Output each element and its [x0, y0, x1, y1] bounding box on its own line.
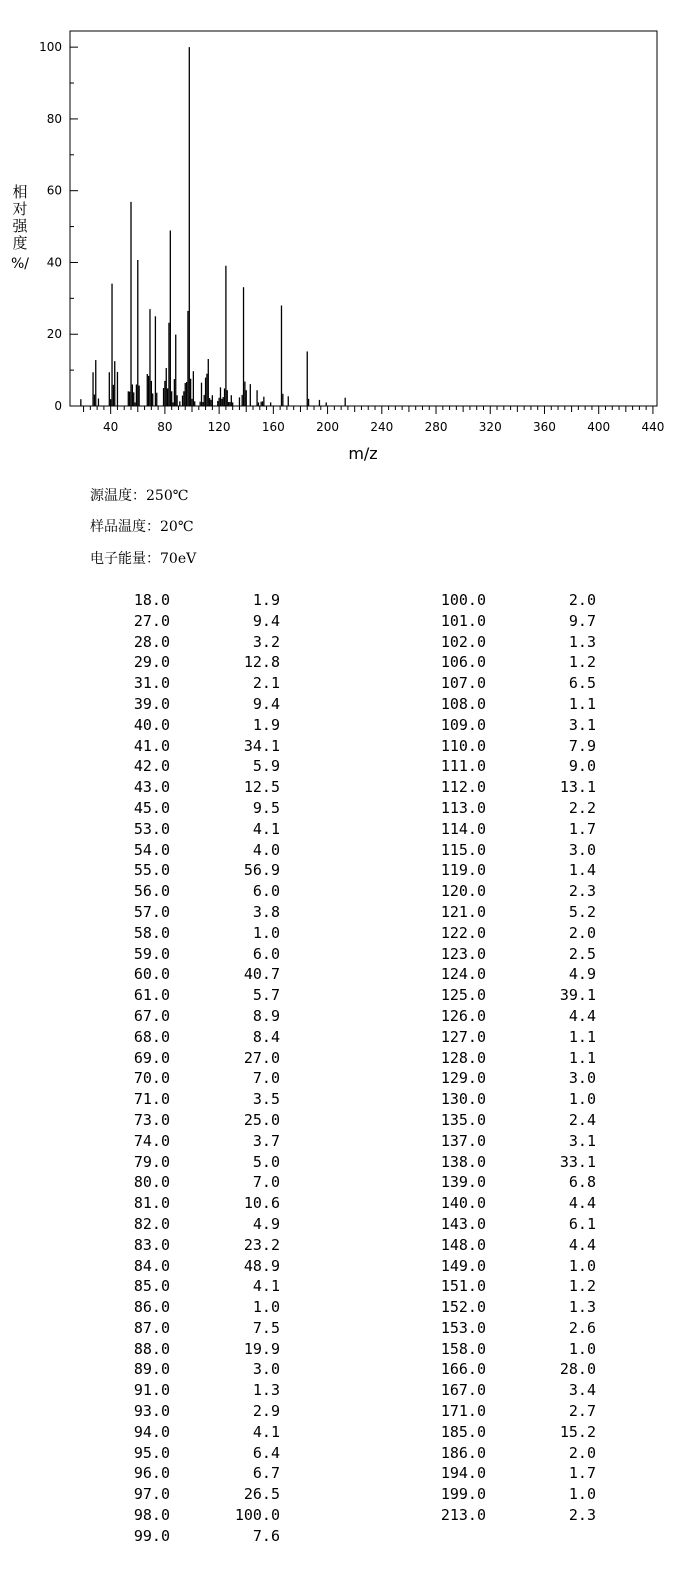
- abundance-value: 7.0: [252, 1069, 280, 1088]
- mz-value: 185.0: [440, 1422, 486, 1441]
- abundance-value: 5.0: [252, 1152, 280, 1171]
- abundance-value: 100.0: [234, 1506, 280, 1525]
- abundance-value: 7.9: [568, 736, 596, 755]
- x-tick-label: 360: [533, 420, 556, 434]
- mz-value: 108.0: [440, 694, 486, 713]
- mz-value: 60.0: [133, 965, 170, 984]
- y-tick-label: 0: [54, 399, 62, 413]
- abundance-value: 1.7: [568, 819, 596, 838]
- mz-value: 82.0: [133, 1214, 170, 1233]
- mz-value: 83.0: [133, 1235, 170, 1254]
- abundance-value: 10.6: [243, 1194, 280, 1213]
- x-axis: [84, 406, 665, 434]
- mz-value: 28.0: [133, 632, 170, 651]
- y-tick-label: 40: [46, 255, 62, 270]
- mz-value: 31.0: [133, 674, 170, 693]
- mz-value: 120.0: [440, 882, 486, 901]
- abundance-value: 25.0: [243, 1110, 280, 1129]
- mz-value: 45.0: [133, 798, 170, 817]
- abundance-value: 1.3: [568, 1298, 596, 1317]
- abundance-value: 4.4: [568, 1006, 596, 1025]
- abundance-value: 1.0: [252, 1298, 280, 1317]
- y-label-char: 相: [12, 183, 28, 201]
- mz-value: 41.0: [133, 736, 170, 755]
- mz-value: 54.0: [133, 840, 170, 859]
- mz-value: 42.0: [133, 757, 170, 776]
- mz-value: 149.0: [440, 1256, 486, 1275]
- mz-value: 152.0: [440, 1298, 486, 1317]
- abundance-value: 3.0: [568, 840, 596, 859]
- abundance-value: 4.0: [252, 840, 280, 859]
- mz-value: 138.0: [440, 1152, 486, 1171]
- abundance-value: 1.2: [568, 1277, 596, 1296]
- y-tick-label: 80: [46, 111, 62, 126]
- abundance-value: 1.1: [568, 1048, 596, 1067]
- mz-value: 101.0: [440, 611, 486, 630]
- mz-value: 86.0: [133, 1298, 170, 1317]
- x-tick-label: 440: [641, 420, 665, 434]
- mz-value: 97.0: [133, 1485, 170, 1504]
- abundance-value: 5.9: [252, 757, 280, 776]
- abundance-value: 1.0: [568, 1256, 596, 1275]
- abundance-value: 39.1: [559, 986, 596, 1005]
- x-tick-label: 200: [316, 420, 340, 434]
- abundance-value: 26.5: [243, 1485, 280, 1504]
- mz-value: 87.0: [133, 1318, 170, 1337]
- y-tick-label: 60: [46, 183, 62, 198]
- mz-value: 148.0: [440, 1235, 486, 1254]
- mz-value: 84.0: [133, 1256, 170, 1275]
- abundance-value: 1.2: [568, 653, 596, 672]
- abundance-value: 1.9: [252, 715, 280, 734]
- x-tick-label: 240: [370, 420, 394, 434]
- mz-value: 80.0: [133, 1173, 170, 1192]
- mz-value: 98.0: [133, 1506, 170, 1525]
- mz-value: 166.0: [440, 1360, 486, 1379]
- abundance-value: 4.9: [568, 965, 596, 984]
- abundance-value: 2.4: [568, 1110, 596, 1129]
- x-tick-label: 280: [424, 420, 448, 434]
- abundance-value: 1.1: [568, 1027, 596, 1046]
- abundance-value: 2.0: [568, 591, 596, 609]
- abundance-value: 2.6: [568, 1318, 596, 1337]
- mz-value: 121.0: [440, 902, 486, 921]
- abundance-value: 4.1: [252, 1422, 280, 1441]
- mz-value: 58.0: [133, 923, 170, 942]
- abundance-value: 8.4: [252, 1027, 280, 1046]
- mz-value: 69.0: [133, 1048, 170, 1067]
- abundance-value: 1.1: [568, 694, 596, 713]
- abundance-value: 19.9: [243, 1339, 280, 1358]
- x-tick-label: 320: [478, 420, 502, 434]
- mz-value: 109.0: [440, 715, 486, 734]
- abundance-value: 3.7: [252, 1131, 280, 1150]
- mass-spectrum-chart: [0, 0, 696, 470]
- abundance-value: 2.0: [568, 1443, 596, 1462]
- mz-value: 93.0: [133, 1402, 170, 1421]
- abundance-value: 7.0: [252, 1173, 280, 1192]
- mz-value: 112.0: [440, 778, 486, 797]
- mz-value: 107.0: [440, 674, 486, 693]
- x-tick-label: 120: [207, 420, 231, 434]
- mz-value: 40.0: [133, 715, 170, 734]
- mz-value: 91.0: [133, 1381, 170, 1400]
- y-label-char: 对: [12, 200, 28, 218]
- mz-value: 56.0: [133, 882, 170, 901]
- abundance-value: 6.8: [568, 1173, 596, 1192]
- y-label-char: 度: [12, 234, 28, 252]
- abundance-value: 13.1: [559, 778, 596, 797]
- mz-value: 124.0: [440, 965, 486, 984]
- abundance-value: 4.4: [568, 1235, 596, 1254]
- abundance-value: 27.0: [243, 1048, 280, 1067]
- abundance-value: 1.3: [568, 632, 596, 651]
- mz-value: 143.0: [440, 1214, 486, 1233]
- abundance-value: 2.7: [568, 1402, 596, 1421]
- y-label-char: %/: [10, 256, 30, 272]
- mz-value: 68.0: [133, 1027, 170, 1046]
- abundance-value: 1.0: [568, 1090, 596, 1109]
- abundance-value: 1.0: [568, 1485, 596, 1504]
- abundance-value: 3.5: [252, 1090, 280, 1109]
- y-tick-label: 100: [39, 40, 62, 55]
- abundance-value: 4.9: [252, 1214, 280, 1233]
- mz-value: 55.0: [133, 861, 170, 880]
- mz-value: 96.0: [133, 1464, 170, 1483]
- sample-temperature: 样品温度：20℃: [90, 519, 194, 535]
- mz-value: 114.0: [440, 819, 486, 838]
- abundance-value: 40.7: [243, 965, 280, 984]
- abundance-value: 8.9: [252, 1006, 280, 1025]
- abundance-value: 2.3: [568, 1506, 596, 1525]
- abundance-value: 7.5: [252, 1318, 280, 1337]
- mz-value: 122.0: [440, 923, 486, 942]
- mz-value: 186.0: [440, 1443, 486, 1462]
- peak-bars: [81, 47, 345, 406]
- x-tick-label: 400: [587, 420, 611, 434]
- mz-value: 27.0: [133, 611, 170, 630]
- mz-value: 213.0: [440, 1506, 486, 1525]
- y-axis-label: [11, 183, 29, 272]
- abundance-value: 33.1: [559, 1152, 596, 1171]
- mz-value: 139.0: [440, 1173, 486, 1192]
- abundance-value: 3.4: [568, 1381, 596, 1400]
- abundance-value: 1.0: [252, 923, 280, 942]
- x-axis-label: m/z: [348, 444, 378, 463]
- mz-value: 119.0: [440, 861, 486, 880]
- source-temperature: 源温度：250℃: [90, 488, 189, 504]
- abundance-value: 12.5: [243, 778, 280, 797]
- abundance-value: 3.0: [568, 1069, 596, 1088]
- abundance-value: 2.2: [568, 798, 596, 817]
- abundance-value: 6.4: [252, 1443, 280, 1462]
- mz-value: 199.0: [440, 1485, 486, 1504]
- mz-value: 67.0: [133, 1006, 170, 1025]
- abundance-value: 3.0: [252, 1360, 280, 1379]
- abundance-value: 2.3: [568, 882, 596, 901]
- mz-value: 53.0: [133, 819, 170, 838]
- mz-value: 135.0: [440, 1110, 486, 1129]
- abundance-value: 7.6: [252, 1526, 280, 1545]
- mz-value: 102.0: [440, 632, 486, 651]
- abundance-value: 15.2: [559, 1422, 596, 1441]
- abundance-value: 2.5: [568, 944, 596, 963]
- mz-value: 194.0: [440, 1464, 486, 1483]
- x-tick-label: 40: [103, 420, 119, 434]
- mz-value: 137.0: [440, 1131, 486, 1150]
- plot-frame: [70, 31, 657, 406]
- abundance-value: 2.9: [252, 1402, 280, 1421]
- abundance-value: 48.9: [243, 1256, 280, 1275]
- mz-value: 151.0: [440, 1277, 486, 1296]
- mz-value: 127.0: [440, 1027, 486, 1046]
- mz-value: 89.0: [133, 1360, 170, 1379]
- mz-value: 130.0: [440, 1090, 486, 1109]
- x-tick-label: 80: [157, 420, 173, 434]
- mz-value: 99.0: [133, 1526, 170, 1545]
- abundance-value: 4.1: [252, 1277, 280, 1296]
- mz-value: 57.0: [133, 902, 170, 921]
- mz-value: 29.0: [133, 653, 170, 672]
- mz-value: 126.0: [440, 1006, 486, 1025]
- abundance-value: 6.1: [568, 1214, 596, 1233]
- abundance-value: 1.7: [568, 1464, 596, 1483]
- mz-value: 158.0: [440, 1339, 486, 1358]
- abundance-value: 6.0: [252, 882, 280, 901]
- abundance-value: 9.4: [252, 611, 280, 630]
- mz-value: 61.0: [133, 986, 170, 1005]
- abundance-value: 6.5: [568, 674, 596, 693]
- x-tick-label: 160: [261, 420, 285, 434]
- mz-value: 115.0: [440, 840, 486, 859]
- y-tick-label: 20: [46, 327, 62, 342]
- abundance-value: 5.7: [252, 986, 280, 1005]
- mz-value: 106.0: [440, 653, 486, 672]
- abundance-value: 56.9: [243, 861, 280, 880]
- abundance-value: 34.1: [243, 736, 280, 755]
- mz-value: 43.0: [133, 778, 170, 797]
- abundance-value: 3.1: [568, 1131, 596, 1150]
- mz-value: 70.0: [133, 1069, 170, 1088]
- abundance-value: 2.0: [568, 923, 596, 942]
- abundance-value: 1.3: [252, 1381, 280, 1400]
- mz-value: 123.0: [440, 944, 486, 963]
- mz-value: 113.0: [440, 798, 486, 817]
- abundance-value: 23.2: [243, 1235, 280, 1254]
- abundance-value: 1.0: [568, 1339, 596, 1358]
- abundance-value: 9.4: [252, 694, 280, 713]
- abundance-value: 4.1: [252, 819, 280, 838]
- mz-value: 81.0: [133, 1194, 170, 1213]
- abundance-value: 3.8: [252, 902, 280, 921]
- abundance-value: 9.7: [568, 611, 596, 630]
- mz-value: 73.0: [133, 1110, 170, 1129]
- abundance-value: 6.0: [252, 944, 280, 963]
- abundance-value: 1.4: [568, 861, 596, 880]
- mz-value: 140.0: [440, 1194, 486, 1213]
- mz-value: 111.0: [440, 757, 486, 776]
- mz-value: 128.0: [440, 1048, 486, 1067]
- mz-value: 100.0: [440, 591, 486, 609]
- abundance-value: 9.5: [252, 798, 280, 817]
- abundance-value: 1.9: [252, 591, 280, 609]
- mz-value: 79.0: [133, 1152, 170, 1171]
- mz-value: 74.0: [133, 1131, 170, 1150]
- mz-value: 18.0: [133, 591, 170, 609]
- mz-value: 85.0: [133, 1277, 170, 1296]
- mz-value: 71.0: [133, 1090, 170, 1109]
- mz-value: 153.0: [440, 1318, 486, 1337]
- mz-value: 110.0: [440, 736, 486, 755]
- mz-value: 129.0: [440, 1069, 486, 1088]
- abundance-value: 12.8: [243, 653, 280, 672]
- y-axis: [39, 40, 78, 413]
- abundance-value: 4.4: [568, 1194, 596, 1213]
- abundance-value: 6.7: [252, 1464, 280, 1483]
- abundance-value: 2.1: [252, 674, 280, 693]
- abundance-value: 5.2: [568, 902, 596, 921]
- electron-energy: 电子能量：70eV: [90, 551, 197, 567]
- abundance-value: 28.0: [559, 1360, 596, 1379]
- mz-value: 39.0: [133, 694, 170, 713]
- abundance-value: 3.1: [568, 715, 596, 734]
- mz-value: 88.0: [133, 1339, 170, 1358]
- abundance-value: 9.0: [568, 757, 596, 776]
- mz-value: 171.0: [440, 1402, 486, 1421]
- mz-value: 167.0: [440, 1381, 486, 1400]
- y-label-char: 强: [12, 217, 28, 235]
- mz-value: 59.0: [133, 944, 170, 963]
- mz-value: 95.0: [133, 1443, 170, 1462]
- abundance-value: 3.2: [252, 632, 280, 651]
- mz-value: 125.0: [440, 986, 486, 1005]
- mz-value: 94.0: [133, 1422, 170, 1441]
